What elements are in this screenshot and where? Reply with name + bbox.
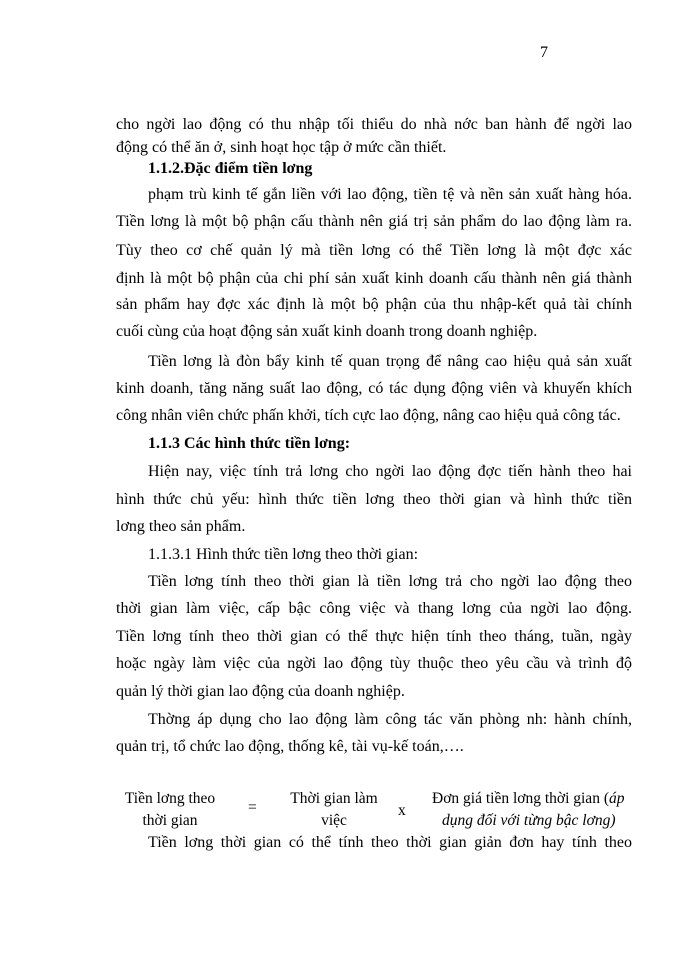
subsection-heading: 1.1.3.1 Hình thức tiền lơng theo thời gian: [148,546,419,563]
formula-right-italic: áp [608,790,625,807]
paragraph-line: Tiền lơng thời gian có thể tính theo thời gian giản đơn hay tính theo [148,834,632,851]
paragraph-line: công nhân viên chức phấn khởi, tích cực lao động, nâng cao hiệu quả công tác. [116,407,621,424]
formula-right-text: Đơn giá tiền lơng thời gian ( [432,790,609,807]
paragraph-line: quản trị, tổ chức lao động, thống kê, tài vụ-kế toán,…. [116,738,464,755]
paragraph-line: Tiền lơng là đòn bẩy kinh tế quan trọng để nâng cao hiệu quả sản xuất [148,353,632,370]
formula-right-term [432,788,624,810]
paragraph-line: quản lý thời gian lao động của doanh nghiệp. [116,683,405,700]
paragraph-line: Tiền lơng tính theo thời gian là tiền lơng trả cho ngời lao động theo [148,573,632,590]
paragraph-line: sản phẩm hay đợc xác định là một bộ phận của thu nhập-kết quả tài chính [116,296,632,313]
paragraph-line: cho ngời lao động có thu nhập tối thiểu do nhà nớc ban hành để ngời lao [116,116,632,133]
paragraph-line: Tiền lơng là một bộ phận cấu thành nên giá trị sản phẩm do lao động làm ra. [116,213,632,230]
section-heading: 1.1.2.Đặc điểm tiền lơng [148,160,313,177]
formula-right-term: dụng đối với từng bậc lơng) [442,812,616,829]
formula-times: x [398,802,406,819]
formula-left-term: thời gian [142,812,198,829]
paragraph-line: động có thể ăn ở, sinh hoạt học tập ở mức cần thiết. [116,139,447,156]
paragraph-line: lơng theo sản phẩm. [116,518,246,535]
paragraph-line: Tiền lơng tính theo thời gian có thể thực hiện tính theo tháng, tuần, ngày [116,628,632,645]
paragraph-line: Tùy theo cơ chế quản lý mà tiền lơng có thể Tiền lơng là một đợc xác [116,242,632,259]
formula-middle-term: việc [321,812,347,829]
paragraph-line: cuối cùng của hoạt động sản xuất kinh doanh trong doanh nghiệp. [116,323,538,340]
page-number: 7 [540,44,548,61]
paragraph-line: Hiện nay, việc tính trả lơng cho ngời lao động đợc tiến hành theo hai [148,463,632,480]
paragraph-line: hình thức chủ yếu: hình thức tiền lơng theo thời gian và hình thức tiền [116,491,632,508]
paragraph-line: kinh doanh, tăng năng suất lao động, có tác dụng động viên và khuyến khích [116,380,632,397]
paragraph-line: định là một bộ phận của chi phí sản xuất kinh doanh cấu thành nên giá thành [116,270,632,287]
formula-left-term: Tiền lơng theo [124,790,216,807]
paragraph-line: thời gian làm việc, cấp bậc công việc và thang lơng của ngời lao động. [116,600,632,617]
paragraph-line: hoặc ngày làm việc của ngời lao động tùy thuộc theo yêu cầu và trình độ [116,655,632,672]
formula-middle-term: Thời gian làm [290,790,378,807]
paragraph-line: phạm trù kinh tế gắn liền với lao động, tiền tệ và nền sản xuất hàng hóa. [148,186,632,203]
section-heading: 1.1.3 Các hình thức tiền lơng: [148,435,351,452]
paragraph-line: Thờng áp dụng cho lao động làm công tác văn phòng nh: hành chính, [148,711,632,728]
formula-equals: = [248,799,257,816]
